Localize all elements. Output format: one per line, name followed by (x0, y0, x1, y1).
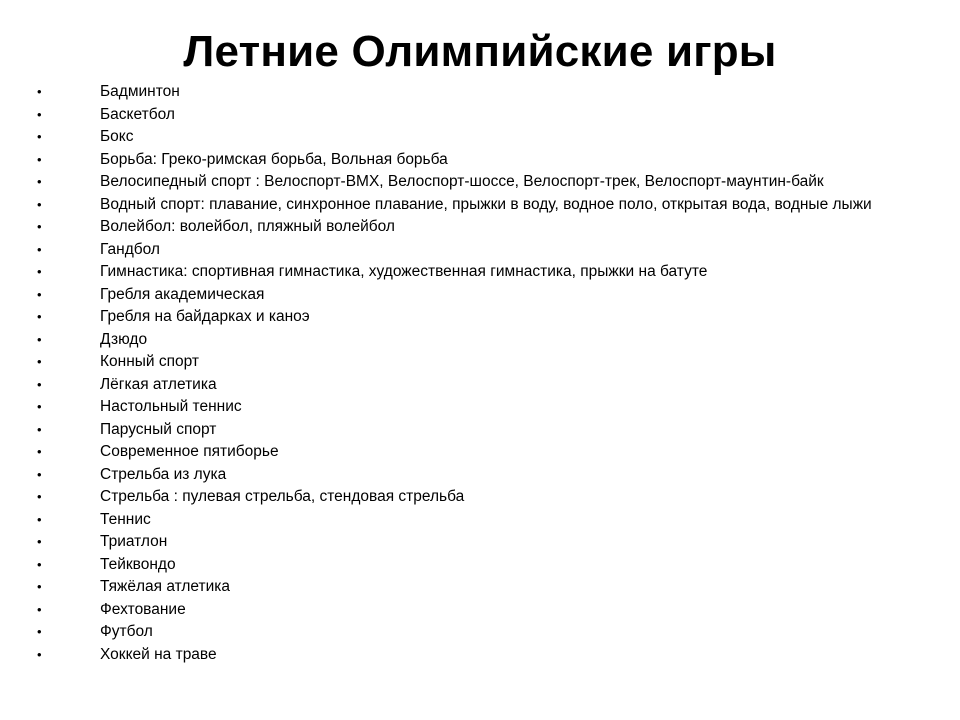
list-item-text: Парусный спорт (100, 420, 217, 438)
bullet-icon: • (37, 129, 42, 144)
list-item-text: Баскетбол (100, 105, 175, 123)
bullet-icon: • (37, 106, 42, 122)
bullet-icon: • (37, 489, 42, 504)
list-item-text: Теннис (100, 510, 151, 528)
bullet-icon: • (37, 331, 42, 347)
list-item (0, 215, 960, 238)
list-item (0, 620, 960, 643)
bullet-icon: • (37, 399, 42, 414)
list-item (0, 530, 960, 553)
list-item-text: Стрельба : пулевая стрельба, стендовая стрельба (100, 488, 465, 505)
bullet-icon: • (37, 556, 42, 572)
list-item (0, 103, 960, 126)
bullet-icon: • (37, 579, 42, 594)
bullet-icon: • (37, 264, 42, 279)
list-item-text: Стрельба из лука (100, 465, 227, 483)
list-item (0, 80, 960, 103)
list-item-text: Гандбол (100, 240, 160, 258)
list-item (0, 575, 960, 598)
list-item (0, 508, 960, 531)
bullet-icon: • (37, 241, 42, 257)
bullet-icon: • (37, 309, 42, 324)
bullet-icon: • (37, 219, 42, 234)
list-item (0, 373, 960, 396)
list-item (0, 260, 960, 283)
list-item-text: Велосипедный спорт : Велоспорт-BMX, Велоспорт-шоссе, Велоспорт-трек, Велоспорт-маунтин-байк (100, 173, 824, 190)
list-item-text: Борьба: Греко-римская борьба, Вольная борьба (100, 150, 448, 168)
bullet-icon: • (37, 444, 42, 459)
bullet-icon: • (37, 174, 42, 189)
list-item-text: Триатлон (100, 533, 168, 550)
sports-list (0, 80, 960, 665)
list-item (0, 238, 960, 261)
list-item (0, 148, 960, 171)
list-item-text: Тяжёлая атлетика (100, 578, 231, 595)
list-item (0, 463, 960, 486)
list-item (0, 598, 960, 621)
bullet-icon: • (37, 466, 42, 482)
bullet-icon: • (37, 624, 42, 639)
list-item-text: Конный спорт (100, 353, 200, 370)
bullet-icon: • (37, 421, 42, 437)
bullet-icon: • (37, 601, 42, 617)
list-item (0, 418, 960, 441)
bullet-icon: • (37, 354, 42, 369)
list-item (0, 125, 960, 148)
list-item (0, 328, 960, 351)
list-item-text: Настольный теннис (100, 398, 242, 415)
bullet-icon: • (37, 534, 42, 549)
bullet-icon: • (37, 151, 42, 167)
bullet-icon: • (37, 646, 42, 662)
bullet-icon: • (37, 196, 42, 212)
list-item-text: Водный спорт: плавание, синхронное плавание, прыжки в воду, водное поло, открытая вода, водные лыжи (100, 195, 872, 213)
list-item (0, 643, 960, 666)
list-item (0, 193, 960, 216)
list-item-text: Дзюдо (100, 330, 148, 348)
bullet-icon: • (37, 511, 42, 527)
list-item (0, 350, 960, 373)
list-item-text: Лёгкая атлетика (100, 375, 217, 393)
list-item (0, 395, 960, 418)
list-item-text: Гребля на байдарках и каноэ (100, 308, 310, 325)
list-item (0, 553, 960, 576)
list-item-text: Современное пятиборье (100, 443, 279, 460)
list-item-text: Бадминтон (100, 83, 180, 100)
list-item-text: Волейбол: волейбол, пляжный волейбол (100, 218, 395, 235)
bullet-icon: • (37, 286, 42, 302)
list-item-text: Бокс (100, 128, 134, 145)
slide-title: Летние Олимпийские игры (183, 27, 777, 76)
list-item (0, 485, 960, 508)
list-item-text: Фехтование (100, 600, 186, 618)
list-item-text: Хоккей на траве (100, 645, 217, 663)
list-item (0, 440, 960, 463)
list-item (0, 170, 960, 193)
list-item-text: Гребля академическая (100, 285, 265, 303)
bullet-icon: • (37, 376, 42, 392)
list-item (0, 283, 960, 306)
list-item-text: Гимнастика: спортивная гимнастика, художественная гимнастика, прыжки на батуте (100, 263, 708, 280)
list-item-text: Футбол (100, 623, 153, 640)
list-item (0, 305, 960, 328)
bullet-icon: • (37, 84, 42, 99)
list-item-text: Тейквондо (100, 555, 176, 573)
